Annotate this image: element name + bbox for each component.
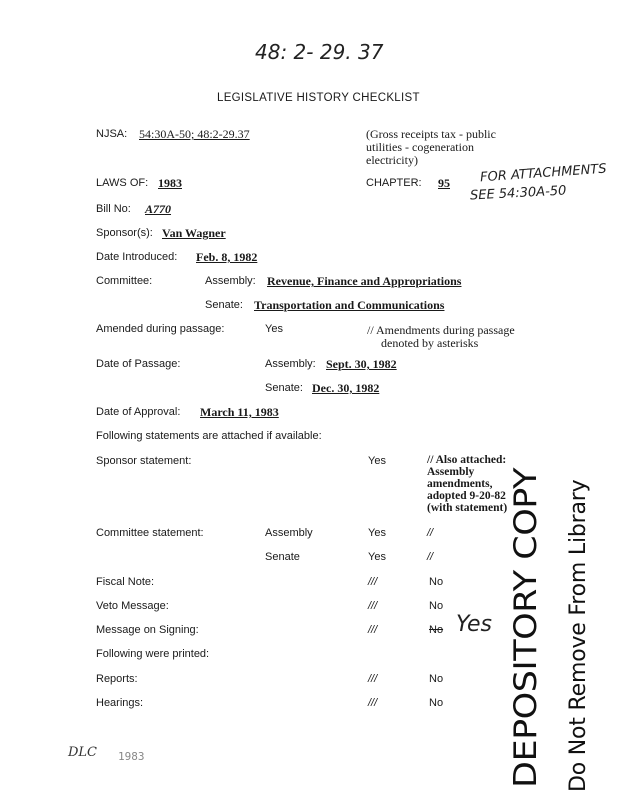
reports-label: Reports: <box>96 673 138 685</box>
sponsor-statement-note-2: Assembly <box>427 466 475 478</box>
sponsor-label: Sponsor(s): <box>96 227 153 239</box>
committee-senate-label: Senate: <box>205 299 243 311</box>
subject-line-2: utilities - cogeneration <box>366 140 474 154</box>
message-signing-mark: /// <box>368 624 378 636</box>
passage-senate-label: Senate: <box>265 382 303 394</box>
amended-value: Yes <box>265 323 283 335</box>
sponsor-statement-value: Yes <box>368 455 386 467</box>
committee-statement-assembly-value: Yes <box>368 527 386 539</box>
following-attached-text: Following statements are attached if available: <box>96 430 322 442</box>
veto-message-mark: /// <box>368 600 378 612</box>
njsa-value: 54:30A-50; 48:2-29.37 <box>139 127 250 141</box>
handwritten-note-line-2: SEE 54:30A-50 <box>469 183 567 204</box>
subject-line-3: electricity) <box>366 153 418 167</box>
amended-note-line-2: denoted by asterisks <box>381 336 479 350</box>
bill-no-label: Bill No: <box>96 203 131 215</box>
footer-mark: DLC <box>68 745 98 760</box>
passage-assembly-value: Sept. 30, 1982 <box>326 357 397 371</box>
reports-value: No <box>429 673 444 685</box>
committee-statement-senate-value: Yes <box>368 551 386 563</box>
page-title: LEGISLATIVE HISTORY CHECKLIST <box>217 92 420 104</box>
committee-label: Committee: <box>96 275 153 287</box>
fiscal-note-value: No <box>429 576 444 588</box>
amended-label: Amended during passage: <box>96 323 225 335</box>
chapter-label: CHAPTER: <box>366 177 422 189</box>
approval-value: March 11, 1983 <box>200 405 279 419</box>
sponsor-value: Van Wagner <box>162 226 226 240</box>
sponsor-statement-label: Sponsor statement: <box>96 455 192 467</box>
message-signing-value: No <box>429 624 444 636</box>
committee-assembly-label: Assembly: <box>205 275 256 287</box>
passage-assembly-label: Assembly: <box>265 358 316 370</box>
passage-senate-value: Dec. 30, 1982 <box>312 381 380 395</box>
approval-label: Date of Approval: <box>96 406 181 418</box>
committee-statement-label: Committee statement: <box>96 527 204 539</box>
following-printed-text: Following were printed: <box>96 648 210 660</box>
chapter-value: 95 <box>438 176 450 190</box>
depository-copy-stamp: DEPOSITORY COPY <box>508 468 544 788</box>
sponsor-statement-note-3: amendments, <box>427 478 493 490</box>
footer-number: 1983 <box>118 750 145 763</box>
veto-message-label: Veto Message: <box>96 600 169 612</box>
committee-assembly-value: Revenue, Finance and Appropriations <box>267 274 462 288</box>
date-introduced-value: Feb. 8, 1982 <box>196 250 258 264</box>
subject-line-1: (Gross receipts tax - public <box>366 127 496 141</box>
laws-of-label: LAWS OF: <box>96 177 149 189</box>
sponsor-statement-note-1: // Also attached: <box>427 454 507 466</box>
fiscal-note-mark: /// <box>368 576 378 588</box>
njsa-label: NJSA: <box>96 128 128 140</box>
date-introduced-label: Date Introduced: <box>96 251 178 263</box>
message-signing-handwritten: Yes <box>456 612 493 637</box>
hearings-label: Hearings: <box>96 697 144 709</box>
reports-mark: /// <box>368 673 378 685</box>
sponsor-statement-note-5: (with statement) <box>427 502 508 514</box>
committee-statement-senate-mark: // <box>427 551 434 563</box>
handwritten-note-line-1: FOR ATTACHMENTS <box>479 161 607 186</box>
amended-note-line-1: // Amendments during passage <box>367 323 515 337</box>
committee-statement-senate-label: Senate <box>265 551 300 563</box>
message-signing-label: Message on Signing: <box>96 624 199 636</box>
do-not-remove-stamp: Do Not Remove From Library <box>566 479 591 792</box>
committee-senate-value: Transportation and Communications <box>254 298 445 312</box>
hearings-mark: /// <box>368 697 378 709</box>
sponsor-statement-note-4: adopted 9-20-82 <box>427 490 506 502</box>
hearings-value: No <box>429 697 444 709</box>
laws-of-value: 1983 <box>158 176 182 190</box>
committee-statement-assembly-mark: // <box>427 527 434 539</box>
committee-statement-assembly-label: Assembly <box>265 527 313 539</box>
bill-no-value: A770 <box>145 202 172 216</box>
passage-label: Date of Passage: <box>96 358 181 370</box>
fiscal-note-label: Fiscal Note: <box>96 576 155 588</box>
handwritten-statute-number: 48: 2- 29. 37 <box>255 40 384 64</box>
veto-message-value: No <box>429 600 444 612</box>
